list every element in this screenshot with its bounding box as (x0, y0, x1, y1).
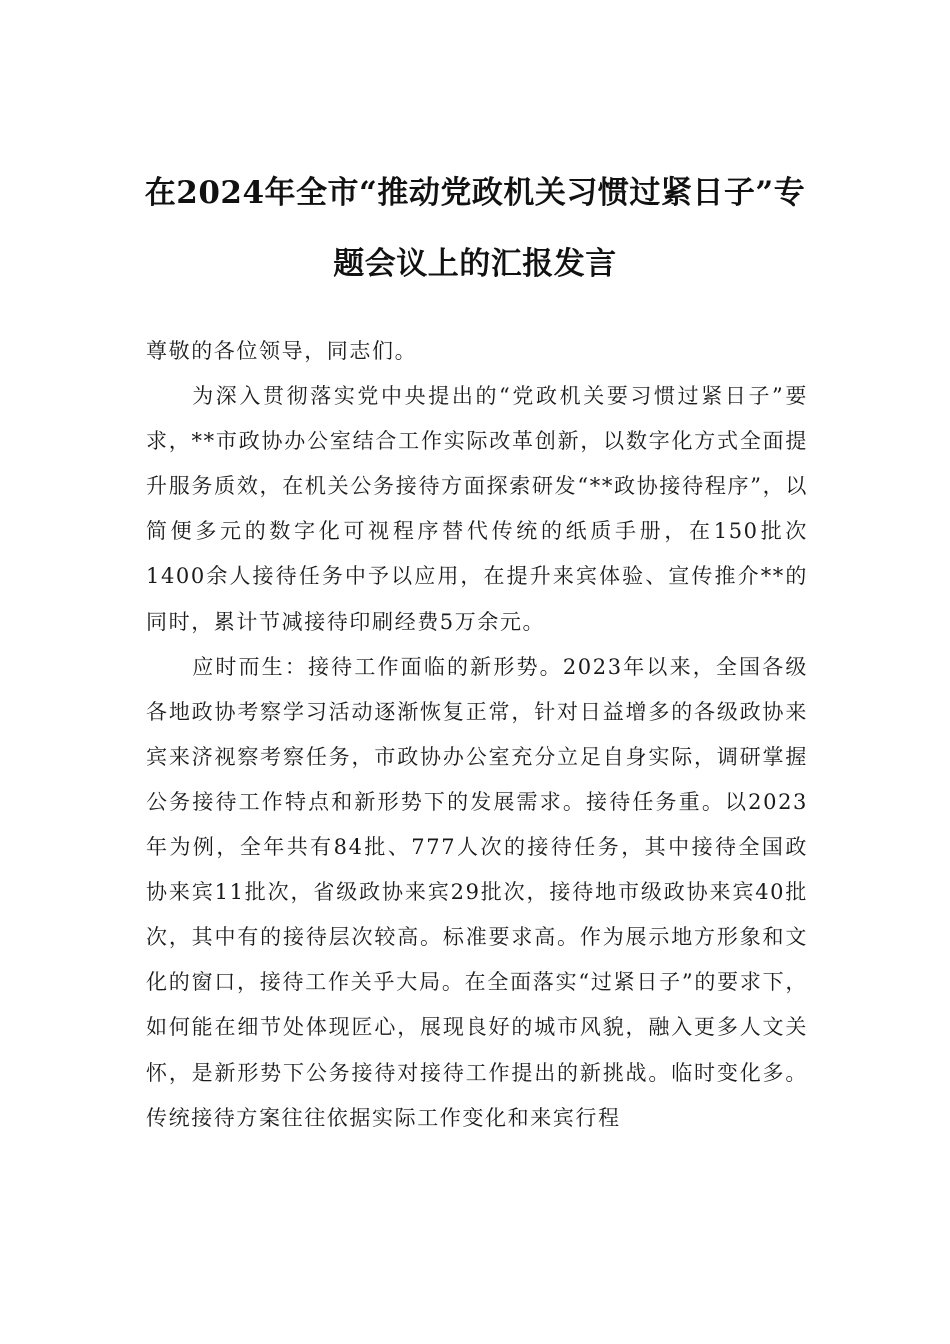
document-body (146, 329, 808, 1141)
paragraph: 为深入贯彻落实党中央提出的“党政机关要习惯过紧日子”要求，**市政协办公室结合工作实际改革创新，以数字化方式全面提升服务质效，在机关公务接待方面探索研发“**政协接待程序”，以简便多元的数字化可视程序替代传统的纸质手册，在150批次1400余人接待任务中予以应用，在提升来宾体验、宣传推介**的同时，累计节减接待印刷经费5万余元。 (146, 384, 808, 634)
salutation: 尊敬的各位领导，同志们。 (146, 339, 418, 363)
paragraph: 应时而生：接待工作面临的新形势。2023年以来，全国各级各地政协考察学习活动逐渐恢复正常，针对日益增多的各级政协来宾来济视察考察任务，市政协办公室充分立足自身实际，调研掌握公务接待工作特点和新形势下的发展需求。接待任务重。以2023年为例，全年共有84批、777人次的接待任务，其中接待全国政协来宾11批次，省级政协来宾29批次，接待地市级政协来宾40批次，其中有的接待层次较高。标准要求高。作为展示地方形象和文化的窗口，接待工作关乎大局。在全面落实“过紧日子”的要求下，如何能在细节处体现匠心，展现良好的城市风貌，融入更多人文关怀，是新形势下公务接待对接待工作提出的新挑战。临时变化多。传统接待方案往往依据实际工作变化和来宾行程 (146, 654, 808, 1130)
document-title: 在2024年全市“推动党政机关习惯过紧日子”专题会议上的汇报发言 (144, 175, 806, 282)
